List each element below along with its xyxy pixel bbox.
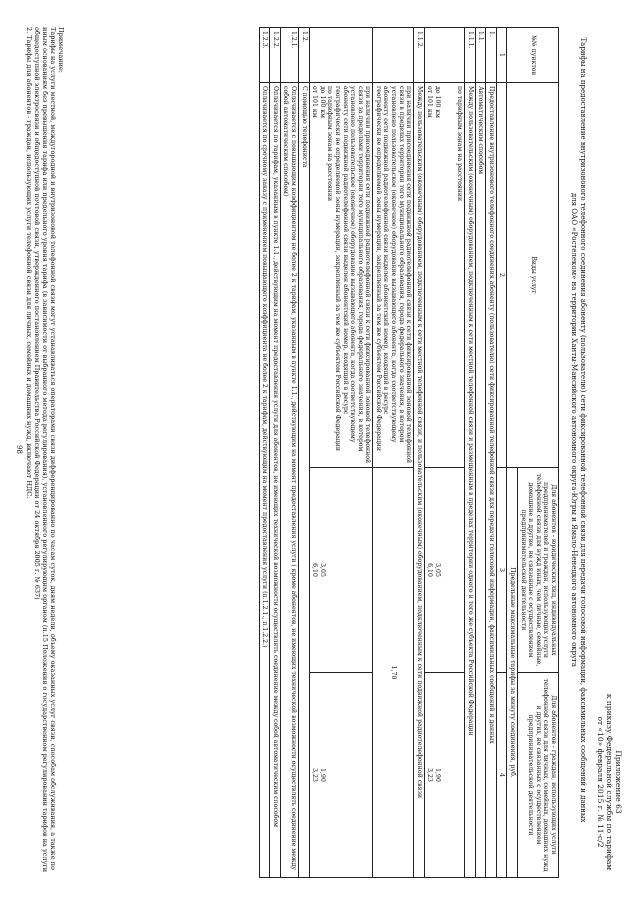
tariff-value: 1,70 bbox=[373, 468, 414, 878]
appendix-order: к приказу Федеральной службы по тарифам bbox=[605, 693, 614, 871]
row-text: С помощью телефониста bbox=[298, 83, 309, 878]
distance-label: до 100 км bbox=[318, 86, 326, 118]
row-text: Автоматическим способом bbox=[475, 83, 486, 878]
appendix-header bbox=[596, 687, 623, 877]
page-number: 98 bbox=[15, 445, 23, 454]
col-header-citizens: Для абонентов - граждан, использующих услуги телефонной связи для личных, семейных, домашних нужд и других, не связанных с осуществлением предпринимательской деятельности bbox=[518, 673, 559, 878]
row-text: Предоставление внутризонового телефонного соединения абоненту (пользователю) сети фиксированной телефонной связи для передачи голосовой информации, факсимильных сообщений и данных bbox=[486, 83, 497, 878]
notes-heading: Примечание: bbox=[57, 27, 65, 73]
col-number: 4 bbox=[496, 673, 507, 878]
col-header-number: №№ пунктов bbox=[507, 28, 559, 83]
distance-label: от 101 км bbox=[311, 86, 319, 118]
document-title: Тарифы на предоставление внутризонового телефонного соединения абоненту (пользователю) сети фиксированной телефонной связи для передачи голосовой информации, факсимильных сообщений и данных для ОАО «Ростелеком» на территории Ханты-Мансийского автономного округа-Югры и Ямало-Ненецкого автономного округа bbox=[570, 37, 587, 823]
col-number: 2 bbox=[496, 83, 507, 468]
row-number: 1.2.2. bbox=[270, 28, 281, 83]
appendix-number: Приложение 63 bbox=[614, 750, 623, 814]
note-2: 2. Тарифы для абонентов - граждан, использующих услуги телефонной связи для личных, семейных и домашних нужд, включают НДС. bbox=[25, 27, 33, 499]
row-text: Оплачивается по тарифам, указанным в пункте 1.1., действующим на момент предоставления услуги для абонентов, не имеющих технической возможности осуществлять соединение между собой автоматическим способом bbox=[270, 83, 281, 878]
row-text: Между пользовательским (оконечным) оборудованием, подключенным к сети местной телефонной связи и размещенным в пределах территории одного и того же субъекта Российской Федерации bbox=[465, 83, 476, 878]
appendix-date: от «10» февраля 2015 г. № 11-с/2 bbox=[596, 716, 605, 848]
col-header-legal: Для абонентов - юридических лиц, индивидуальных предпринимателей и граждан, использующих услуги телефонной связи для нужд иных, чем личные, семейные, домашние и другие, не связанные с осуществлением предпринимательской деятельности bbox=[518, 468, 559, 673]
tariff-value: 3,23 bbox=[311, 768, 319, 782]
row-number: 1.1.2. bbox=[414, 28, 425, 83]
row-number: 1.1. bbox=[475, 28, 486, 83]
note-1: Тарифы на услуги местной, междугородной и внутризоновой телефонной связи могут устанавливаться операторами связи дифференцированно по часам суток, дням недели, объему оказанных услуг связи, способам обслуживания, а также по иным основаниям без превышения тарифа или предельного уровня тарифа (в зависимости от выбранного метода регулирования), установленного регулирующим органом (п.15 Положения о государственном регулировании тарифов на услуги общедоступной электросвязи и общедоступной почтовой связи, утвержденного постановлением Правительства Российской Федерации от 24 октября 2005 г. № 637) bbox=[33, 27, 57, 873]
distance-label: от 101 км bbox=[426, 86, 434, 118]
tariff-cell bbox=[309, 468, 373, 673]
tariff-caption: Предельные максимальные тарифы за минуту соединения, руб. bbox=[507, 468, 518, 878]
distance-label: до 100 км bbox=[434, 86, 442, 118]
col-header-service: Виды услуг bbox=[507, 83, 559, 468]
condition-text: при наличии присоединения сети подвижной радиотелефонной связи к сети фиксированной зоновой телефонной связи за пределами территории того муниципального образования, города федерального значения, в котором установлено пользовательское (оконечное) оборудование вызывающего абонента, когда соответствующему абоненту сети подвижной радиотелефонной связи выделен абонентский номер, входящий в ресурс географически не определяемой зоны нумерации, закрепленный за тем же субъектом Российской Федерации bbox=[333, 86, 372, 464]
distance-caption: по тарифным зонам на расстоянии bbox=[456, 86, 464, 202]
distance-caption: по тарифным зонам на расстоянии bbox=[326, 86, 334, 202]
row-number: 1.2.3. bbox=[259, 28, 270, 83]
row-text: Между пользовательским (оконечным) оборудованием, подключенным к сети местной телефонной связи, и пользовательским (оконечным) оборудованием, подключенным к сети подвижной радиотелефонной связи bbox=[414, 83, 425, 878]
tariff-value: 1,90 bbox=[434, 768, 442, 782]
tariff-table bbox=[259, 27, 559, 878]
tariff-value: 6,10 bbox=[426, 563, 434, 577]
notes bbox=[25, 27, 65, 877]
col-number: 3 bbox=[496, 468, 507, 673]
row-text bbox=[424, 83, 464, 468]
row-text: Оплачивается с повышающим коэффициентом не более 2 к тарифам, указанным в пункте 1.1., действующим на момент предоставления услуги ( кроме абонентов, не имеющих технической возможности осуществлять соединение между собой автоматическим способом) bbox=[280, 83, 298, 878]
tariff-cell bbox=[424, 673, 464, 878]
row-number: 1.2.1. bbox=[280, 28, 298, 83]
tariff-value: 1,90 bbox=[318, 768, 326, 782]
rotated-document-page bbox=[5, 15, 625, 885]
tariff-value: 3,05 bbox=[318, 563, 326, 577]
row-text: при наличии присоединения сети подвижной радиотелефонной связи к сети фиксированной зоновой телефонной связи в пределах территории того муниципального образования, города федерального значения, в котором установлено пользовательское (оконечное) оборудование вызывающего абонента, когда соответствующему абоненту сети подвижной радиотелефонной связи выделен абонентский номер, входящий в ресурс географически не определяемой зоны нумерации, закрепленный за тем же субъектом Российской Федерации bbox=[373, 83, 414, 468]
tariff-cell bbox=[424, 468, 464, 673]
col-number: 1 bbox=[496, 28, 507, 83]
row-number: 1.1.1. bbox=[465, 28, 476, 83]
row-text bbox=[309, 83, 373, 468]
row-number: 1.2. bbox=[298, 28, 309, 83]
row-text: Оплачивается по срочному заказу с применением повышающего коэффициента не более 2 к тарифам, действующим на момент предоставления услуги (п.1.2.1., п.1.2.2.) bbox=[259, 83, 270, 878]
tariff-value: 6,10 bbox=[311, 563, 319, 577]
tariff-cell bbox=[309, 673, 373, 878]
tariff-value: 3,05 bbox=[434, 563, 442, 577]
tariff-value: 3,23 bbox=[426, 768, 434, 782]
row-number: 1. bbox=[486, 28, 497, 83]
